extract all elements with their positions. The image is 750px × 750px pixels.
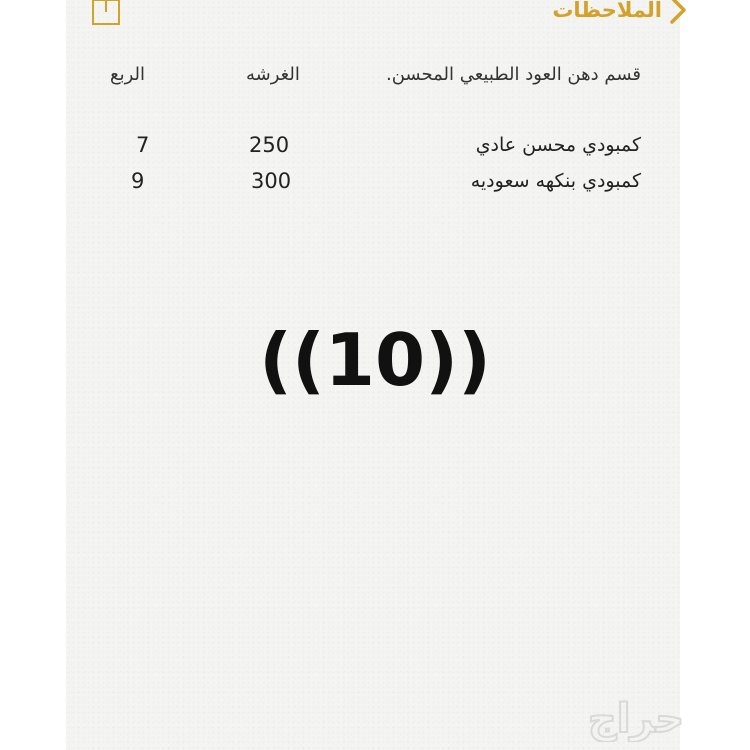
header-price-label: الغرشه xyxy=(246,64,300,85)
note-header-title: قسم دهن العود الطبيعي المحسن. xyxy=(385,64,641,85)
row-name: كمبودي محسن عادي xyxy=(475,134,641,156)
haraj-watermark xyxy=(528,696,744,742)
chevron-left-icon xyxy=(664,0,690,26)
row-name: كمبودي بنكهه سعوديه xyxy=(470,170,641,192)
row-quarter: 9 xyxy=(131,169,145,193)
big-number: ((10)) xyxy=(259,318,491,402)
header-quarter-label: الربع xyxy=(110,64,146,85)
row-quarter: 7 xyxy=(136,133,150,157)
row-price: 250 xyxy=(249,133,290,157)
row-price: 300 xyxy=(251,169,292,193)
back-button[interactable] xyxy=(552,0,690,26)
back-label: الملاحظات xyxy=(552,0,662,22)
watermark-text: حراج xyxy=(587,696,685,742)
share-icon[interactable] xyxy=(91,0,121,28)
